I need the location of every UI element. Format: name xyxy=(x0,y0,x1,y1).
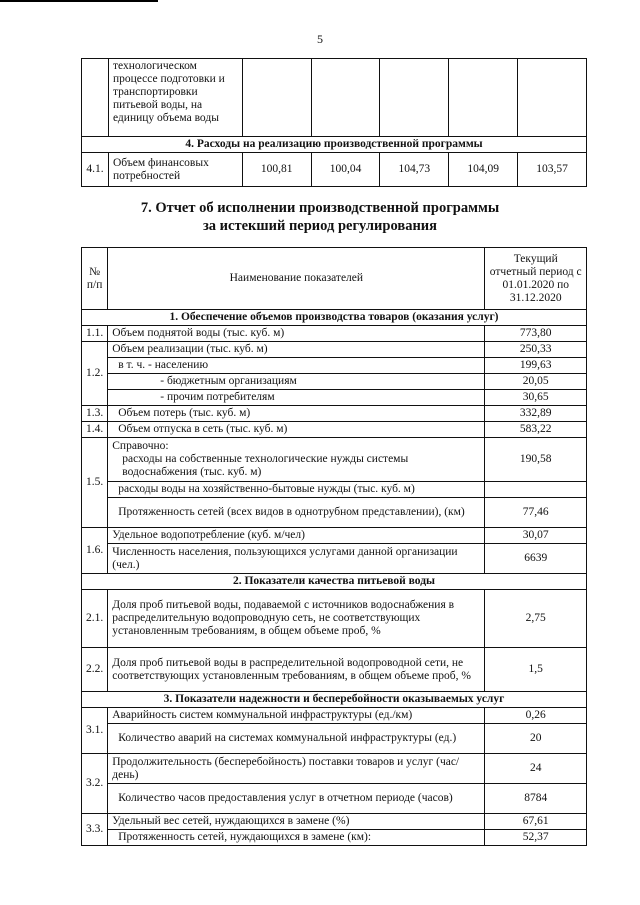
indicator-value: 583,22 xyxy=(485,422,587,438)
indicator-name: Аварийность систем коммунальной инфраструктуры (ед./км) xyxy=(108,708,485,724)
indicator-name xyxy=(108,438,485,482)
table-row xyxy=(82,482,587,498)
section-2-title: 2. Показатели качества питьевой воды xyxy=(82,574,587,590)
table-row xyxy=(82,326,587,342)
indicator-value xyxy=(485,482,587,498)
continuation-table xyxy=(81,58,587,187)
row-number: 1.3. xyxy=(82,406,108,422)
indicator-name: Объем поднятой воды (тыс. куб. м) xyxy=(108,326,485,342)
row-number: 2.1. xyxy=(82,590,108,648)
table-row xyxy=(82,708,587,724)
table-row xyxy=(82,528,587,544)
row-number: 2.2. xyxy=(82,648,108,692)
indicator-value: 77,46 xyxy=(485,498,587,528)
header-num: № п/п xyxy=(82,248,108,310)
indicator-name: Численность населения, пользующихся услугами данной организации (чел.) xyxy=(108,544,485,574)
indicator-value: 52,37 xyxy=(485,830,587,846)
indicator-name: расходы воды на хозяйственно-бытовые нужды (тыс. куб. м) xyxy=(108,482,485,498)
indicator-name: Доля проб питьевой воды, подаваемой с источников водоснабжения в распределительную водопроводную сеть, не соответствующих установленным требованиям, в общем объеме проб, % xyxy=(108,590,485,648)
indicator-name: Объем потерь (тыс. куб. м) xyxy=(108,406,485,422)
value-cell xyxy=(311,59,380,137)
header-rule xyxy=(0,0,158,2)
table-row xyxy=(82,814,587,830)
value-cell xyxy=(242,59,311,137)
indicator-name: - бюджетным организациям xyxy=(108,374,485,390)
value-cell: 104,09 xyxy=(449,153,518,187)
indicator-name: Продолжительность (бесперебойность) поставки товаров и услуг (час/день) xyxy=(108,754,485,784)
value-cell xyxy=(518,59,587,137)
indicator-name-text: расходы на собственные технологические нужды системы водоснабжения (тыс. куб. м) xyxy=(122,453,409,478)
indicator-value: 190,58 xyxy=(485,438,587,482)
table-row xyxy=(82,648,587,692)
indicator-name: Количество часов предоставления услуг в отчетном периоде (часов) xyxy=(108,784,485,814)
indicator-value: 24 xyxy=(485,754,587,784)
table-row xyxy=(82,406,587,422)
table-row xyxy=(82,590,587,648)
indicator-name: в т. ч. - населению xyxy=(108,358,485,374)
indicator-value: 67,61 xyxy=(485,814,587,830)
header-period: Текущий отчетный период с 01.01.2020 по 31.12.2020 xyxy=(485,248,587,310)
title-line-2: за истекший период регулирования xyxy=(202,218,438,234)
report-title xyxy=(0,199,640,235)
page-number: 5 xyxy=(317,32,323,46)
value-cell xyxy=(449,59,518,137)
num-cell xyxy=(82,59,109,137)
row-number: 1.4. xyxy=(82,422,108,438)
table-row xyxy=(82,59,587,137)
table-row xyxy=(82,754,587,784)
table-row xyxy=(82,390,587,406)
indicator-value: 773,80 xyxy=(485,326,587,342)
indicator-value: 332,89 xyxy=(485,406,587,422)
indicator-name: Объем отпуска в сеть (тыс. куб. м) xyxy=(108,422,485,438)
value-cell: 100,81 xyxy=(242,153,311,187)
indicator-name: Объем реализации (тыс. куб. м) xyxy=(108,342,485,358)
row-number: 1.1. xyxy=(82,326,108,342)
section-3-title: 3. Показатели надежности и бесперебойности оказываемых услуг xyxy=(82,692,587,708)
table-row xyxy=(82,153,587,187)
indicator-name: Протяженность сетей, нуждающихся в замене (км): xyxy=(108,830,485,846)
indicator-name-cell: технологическом процессе подготовки и транспортировки питьевой воды, на единицу объема воды xyxy=(108,59,242,137)
report-table xyxy=(81,247,587,846)
table-row xyxy=(82,422,587,438)
indicator-name: Протяженность сетей (всех видов в однотрубном представлении), (км) xyxy=(108,498,485,528)
indicator-value: 6639 xyxy=(485,544,587,574)
section-1-title: 1. Обеспечение объемов производства товаров (оказания услуг) xyxy=(82,310,587,326)
table-row xyxy=(82,784,587,814)
table-row xyxy=(82,724,587,754)
row-number: 1.2. xyxy=(82,342,108,406)
table-row xyxy=(82,358,587,374)
value-cell xyxy=(380,59,449,137)
indicator-name: Удельный вес сетей, нуждающихся в замене (%) xyxy=(108,814,485,830)
indicator-value: 8784 xyxy=(485,784,587,814)
table-row xyxy=(82,374,587,390)
section-4-title: 4. Расходы на реализацию производственной программы xyxy=(82,137,587,153)
indicator-value: 20 xyxy=(485,724,587,754)
table-row xyxy=(82,544,587,574)
row-number: 3.1. xyxy=(82,708,108,754)
row-number: 1.5. xyxy=(82,438,108,528)
indicator-value: 30,65 xyxy=(485,390,587,406)
section-row xyxy=(82,574,587,590)
table-row xyxy=(82,342,587,358)
value-cell: 103,57 xyxy=(518,153,587,187)
section-row xyxy=(82,137,587,153)
indicator-value: 199,63 xyxy=(485,358,587,374)
row-number: 1.6. xyxy=(82,528,108,574)
table-row xyxy=(82,830,587,846)
section-row xyxy=(82,692,587,708)
indicator-value: 250,33 xyxy=(485,342,587,358)
title-line-1: 7. Отчет об исполнении производственной программы xyxy=(140,200,500,216)
indicator-value: 1,5 xyxy=(485,648,587,692)
indicator-value: 0,26 xyxy=(485,708,587,724)
indicator-name: - прочим потребителям xyxy=(108,390,485,406)
value-cell: 100,04 xyxy=(311,153,380,187)
row-number: 3.3. xyxy=(82,814,108,846)
indicator-name-cell: Объем финансовых потребностей xyxy=(108,153,242,187)
indicator-value: 20,05 xyxy=(485,374,587,390)
value-cell: 104,73 xyxy=(380,153,449,187)
indicator-value: 30,07 xyxy=(485,528,587,544)
indicator-value: 2,75 xyxy=(485,590,587,648)
reference-label: Справочно: xyxy=(112,440,169,452)
indicator-name: Доля проб питьевой воды в распределительной водопроводной сети, не соответствующих установленным требованиям, в общем объеме проб, % xyxy=(108,648,485,692)
indicator-name: Количество аварий на системах коммунальной инфраструктуры (ед.) xyxy=(108,724,485,754)
indicator-name: Удельное водопотребление (куб. м/чел) xyxy=(108,528,485,544)
header-name: Наименование показателей xyxy=(108,248,485,310)
section-row xyxy=(82,310,587,326)
row-number: 4.1. xyxy=(82,153,109,187)
header-row xyxy=(82,248,587,310)
table-row xyxy=(82,438,587,482)
table-row xyxy=(82,498,587,528)
row-number: 3.2. xyxy=(82,754,108,814)
